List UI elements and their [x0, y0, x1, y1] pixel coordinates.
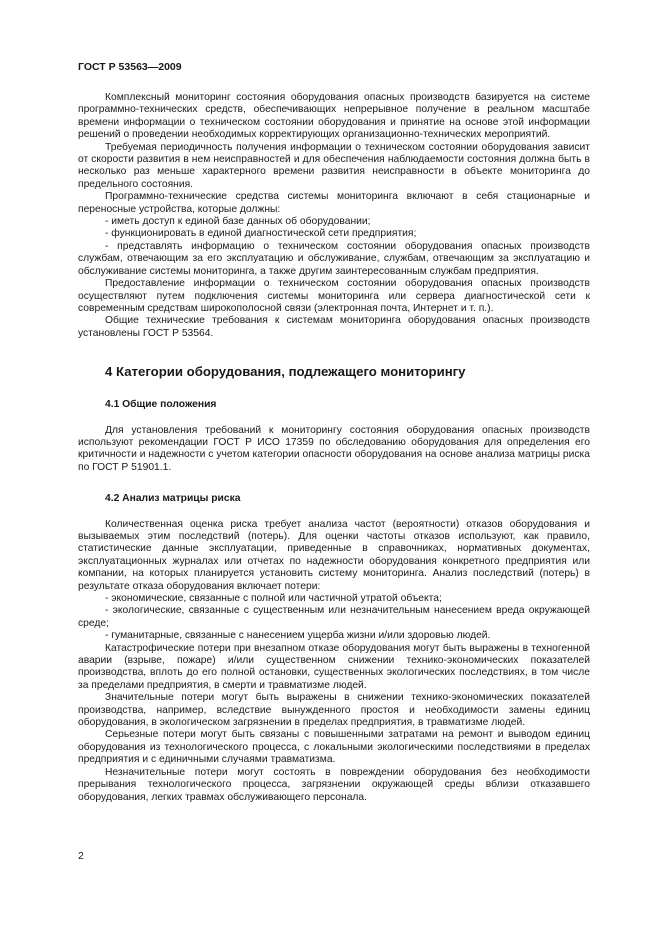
list-item: - экологические, связанные с существенным или незначительным нанесением вреда окружающей среде;: [78, 605, 590, 629]
section-heading: 4 Категории оборудования, подлежащего мониторингу: [105, 364, 466, 380]
paragraph: Значительные потери могут быть выражены в снижении технико-экономических показателей производства, например, вследствие вынужденного простоя и необходимости замены единиц оборудования, в экологическом загрязнении в пределах предприятия, в травматизме людей.: [78, 692, 590, 729]
page-number: 2: [78, 850, 84, 862]
list-item: - иметь доступ к единой базе данных об оборудовании;: [105, 216, 371, 228]
paragraph: Незначительные потери могут состоять в повреждении оборудования без необходимости прерывания технологического процесса, загрязнении окружающей среды вблизи отказавшего оборудования, легких травмах обслуживающего персонала.: [78, 766, 590, 803]
paragraph: Программно-технические средства системы мониторинга включают в себя стационарные и переносные устройства, которые должны:: [78, 191, 590, 215]
list-item: - функционировать в единой диагностической сети предприятия;: [105, 228, 417, 240]
paragraph: Общие технические требования к системам мониторинга оборудования опасных производств установлены ГОСТ Р 53564.: [78, 315, 590, 339]
list-item: - экономические, связанные с полной или частичной утратой объекта;: [105, 593, 442, 604]
paragraph: Количественная оценка риска требует анализа частот (вероятности) отказов оборудования и вызываемых этим последствий (потерь). Для оценки частоты отказов используют, как правило, статистические данные эксплуатации, приведенные в справочниках, нормативных документах, эксплуатационных журналах или отчетах по надежности оборудования конкретного предприятия или компании, на которых планируется установить систему мониторинга. Анализ последствий (потерь) в результате отказа оборудования включает потери:: [78, 518, 590, 592]
subsection-heading: 4.1 Общие положения: [105, 399, 217, 411]
paragraph: Комплексный мониторинг состояния оборудования опасных производств базируется на системе программно-технических средств, обеспечивающих непрерывное получение в реальном масштабе времени информации о техническом состоянии оборудования и принятие на основе этой информации решений о проведении необходимых корректирующих организационно-технических мероприятий.: [78, 92, 590, 141]
list-item: - гуманитарные, связанные с нанесением ущерба жизни и/или здоровью людей.: [105, 630, 491, 642]
document-header: ГОСТ Р 53563—2009: [78, 61, 182, 73]
subsection-heading: 4.2 Анализ матрицы риска: [105, 493, 241, 505]
paragraph: Требуемая периодичность получения информации о техническом состоянии оборудования зависит от скорости развития в нем неисправностей и для обеспечения наблюдаемости состояния должна быть в несколько раз меньше характерного времени развития неисправности в объекте мониторинга до предельного состояния.: [78, 141, 590, 190]
page-content: [78, 92, 590, 804]
paragraph: Катастрофические потери при внезапном отказе оборудования могут быть выражены в техногенной аварии (взрыве, пожаре) и/или существенном снижении технико-экономических показателей производства, вплоть до его полной остановки, существенных экологических последствиях, в том числе за пределами предприятия, в смерти и травматизме людей.: [78, 642, 590, 691]
paragraph: Для установления требований к мониторингу состояния оборудования опасных производств используют рекомендации ГОСТ Р ИСО 17359 по обследованию оборудования для определения его критичности и надежности с учетом категории опасности оборудования на основе анализа матрицы риска по ГОСТ Р 51901.1.: [78, 424, 590, 473]
paragraph: Серьезные потери могут быть связаны с повышенными затратами на ремонт и выводом единиц оборудования из технологического процесса, с локальными экологическими последствиями в пределах предприятия и с единичными случаями травматизма.: [78, 729, 590, 766]
list-item: - представлять информацию о техническом состоянии оборудования опасных производств службам, отвечающим за его эксплуатацию и обслуживание, службам, отвечающим за эксплуатацию и обслуживание системы мониторинга, а также другим заинтересованным службам предприятия.: [78, 240, 590, 277]
paragraph: Предоставление информации о техническом состоянии оборудования опасных производств осуществляют путем подключения системы мониторинга или сервера диагностической сети к современным средствам широкополосной связи (электронная почта, Интернет и т. п.).: [78, 278, 590, 314]
